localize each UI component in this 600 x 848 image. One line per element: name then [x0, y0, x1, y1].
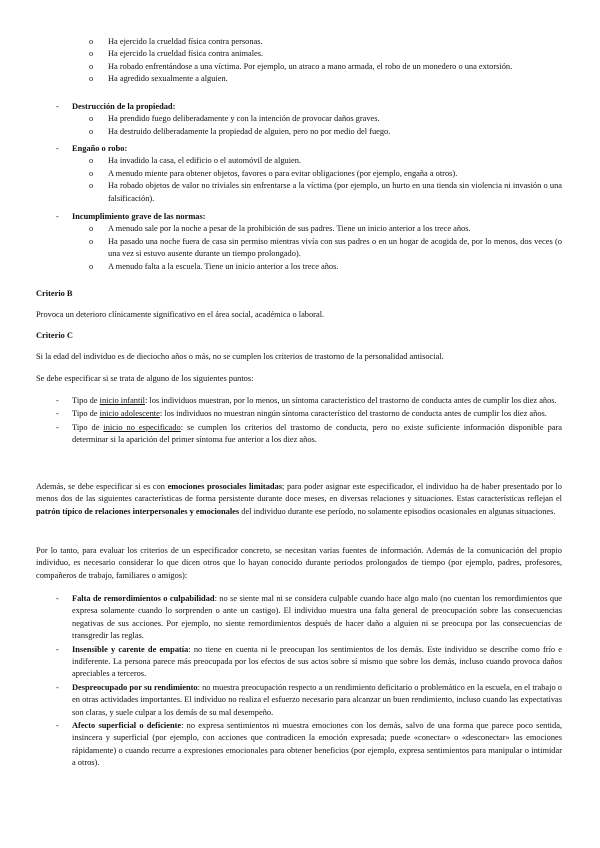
characteristics-list: [36, 593, 562, 770]
prosocial-emotions-paragraph: Además, se debe especificar si es con emociones prosociales limitadas; para poder asignar este especificador, el individuo ha de haber presentado por lo menos dos de las siguientes características de forma persistente durante doce meses, en diversas relaciones y situaciones. Estas características reflejan el patrón típico de relaciones interpersonales y emocionales del individuo durante ese período, no solamente episodios ocasionales en algunas situaciones.: [36, 482, 562, 516]
list-item: - Tipo de inicio no especificado: se cumplen los criterios del trastorno de conducta, pero no existe suficiente información disponible para determinar si la aparición del primer síntoma fue anterior a los diez años.: [56, 422, 562, 445]
criterion-c-text: Si la edad del individuo es de dieciocho años o más, no se cumplen los criterios de trastorno de la personalidad antisocial.: [36, 352, 444, 361]
list-item: o Ha prendido fuego deliberadamente y con la intención de provocar daños graves.: [89, 114, 380, 124]
rules-violation-section: - Incumplimiento grave de las normas: o A menudo sale por la noche a pesar de la prohibición de sus padres. Tiene un inicio anterior a los trece años. o Ha pasado una noche fuera de casa sin permiso mientras vivía con sus padres o en un hogar de acogida de, por lo menos, dos veces (o una vez si estuvo ausente durante un tiempo prolongado). o A menudo falta a la escuela. Tiene un inicio anterior a los trece años.: [36, 211, 562, 273]
criterion-b-text: Provoca un deterioro clínicamente significativo en el área social, académica o laboral.: [36, 310, 325, 319]
destruction-section: - Destrucción de la propiedad: o Ha prendido fuego deliberadamente y con la intención de provocar daños graves. o Ha destruido deliberadamente la propiedad de alguien, pero no por medio del fuego.: [36, 101, 562, 138]
list-item: o Ha robado objetos de valor no triviales sin enfrentarse a la víctima (por ejemplo, un hurto en una tienda sin violencia ni invasión o una falsificación).: [89, 181, 562, 203]
aggression-continued-list: [36, 36, 562, 86]
list-item: o A menudo sale por la noche a pesar de la prohibición de sus padres. Tiene un inicio anterior a los trece años.: [89, 224, 471, 234]
list-item: - Tipo de inicio adolescente: los individuos no muestran ningún síntoma característico del trastorno de conducta antes de cumplir los diez años.: [56, 409, 547, 419]
sources-paragraph: Por lo tanto, para evaluar los criterios de un especificador concreto, se necesitan varias fuentes de información. Además de la comunicación del propio individuo, es necesario considerar lo que dicen otros que lo hayan conocido durante periodos prolongados de tiempo (por ejemplo, padres, profesores, compañeros de trabajo, familiares o amigos):: [36, 546, 562, 580]
section-heading: Engaño o robo: [72, 144, 125, 153]
list-item: o Ha invadido la casa, el edificio o el automóvil de alguien.: [89, 156, 302, 166]
list-item: o A menudo falta a la escuela. Tiene un inicio anterior a los trece años.: [89, 261, 339, 271]
list-item: o Ha robado enfrentándose a una víctima. Por ejemplo, un atraco a mano armada, el robo de un monedero o una extorsión.: [89, 61, 513, 71]
section-heading: Destrucción de la propiedad: [72, 102, 173, 111]
criterion-b-heading: Criterio B: [36, 289, 73, 298]
specifier-intro: Se debe especificar si se trata de alguno de los siguientes puntos:: [36, 374, 254, 383]
criterion-c-heading: Criterio C: [36, 331, 73, 340]
list-item: - Afecto superficial o deficiente: no expresa sentimientos ni muestra emociones con los demás, salvo de una forma que parece poco sentida, insincera y superficial (por ejemplo, con acciones que contradicen la emoción expresada; puede «conectar» o «desconectar» las emociones rápidamente) o cuando recurre a expresiones emocionales para obtener beneficios (por ejemplo, expresa sentimientos para manipular o intimidar a otros).: [56, 721, 563, 768]
section-heading: Incumplimiento grave de las normas: [72, 212, 203, 221]
list-item: o Ha pasado una noche fuera de casa sin permiso mientras vivía con sus padres o en un hogar de acogida de, por lo menos, dos veces (o una vez si estuvo ausente durante un tiempo prolongado).: [89, 236, 562, 259]
deceit-section: - Engaño o robo: o Ha invadido la casa, el edificio o el automóvil de alguien. o A menudo miente para obtener objetos, favores o para evitar obligaciones (por ejemplo, engaña a otros). o Ha robado objetos de valor no triviales sin enfrentarse a la víctima (por ejemplo, un hurto en una tienda sin violencia ni invasión o una falsificación).: [36, 143, 562, 205]
list-item: o Ha ejercido la crueldad física contra animales.: [89, 49, 264, 59]
list-item: - Falta de remordimientos o culpabilidad: no se siente mal ni se considera culpable cuando hace algo malo (no cuentan los remordimientos que expresa solamente cuando lo sorprenden o ante un castigo). El individuo muestra una falta general de preocupación sobre las consecuencias negativas de sus acciones. Por ejemplo, no siente remordimientos después de hacer daño a alguien ni se preocupa por las consecuencias de transgredir las reglas.: [56, 594, 563, 641]
list-item: - Tipo de inicio infantil: los individuos muestran, por lo menos, un síntoma característico del trastorno de conducta antes de cumplir los diez años.: [56, 396, 557, 405]
list-item: o Ha destruido deliberadamente la propiedad de alguien, pero no por medio del fuego.: [89, 126, 391, 136]
list-item: - Despreocupado por su rendimiento: no muestra preocupación respecto a un rendimiento deficitario o problemático en la escuela, en el trabajo o en otras actividades importantes. El individuo no realiza el esfuerzo necesario para alcanzar un buen rendimiento, incluso cuando las expectativas son claras, y suele culpar a los demás de su mal desempeño.: [56, 682, 562, 717]
list-item: - Insensible y carente de empatía: no tiene en cuenta ni le preocupan los sentimientos de los demás. Este individuo se describe como frío e indiferente. La persona parece más preocupada por los efectos de sus actos sobre sí mismo que sobre los demás, incluso cuando provoca daños apreciables a terceros.: [56, 644, 562, 679]
list-item: o A menudo miente para obtener objetos, favores o para evitar obligaciones (por ejemplo, engaña a otros).: [89, 168, 458, 178]
list-item: o Ha ejercido la crueldad física contra personas.: [89, 37, 263, 46]
onset-type-list: [36, 395, 562, 447]
list-item: o Ha agredido sexualmente a alguien.: [89, 74, 228, 84]
